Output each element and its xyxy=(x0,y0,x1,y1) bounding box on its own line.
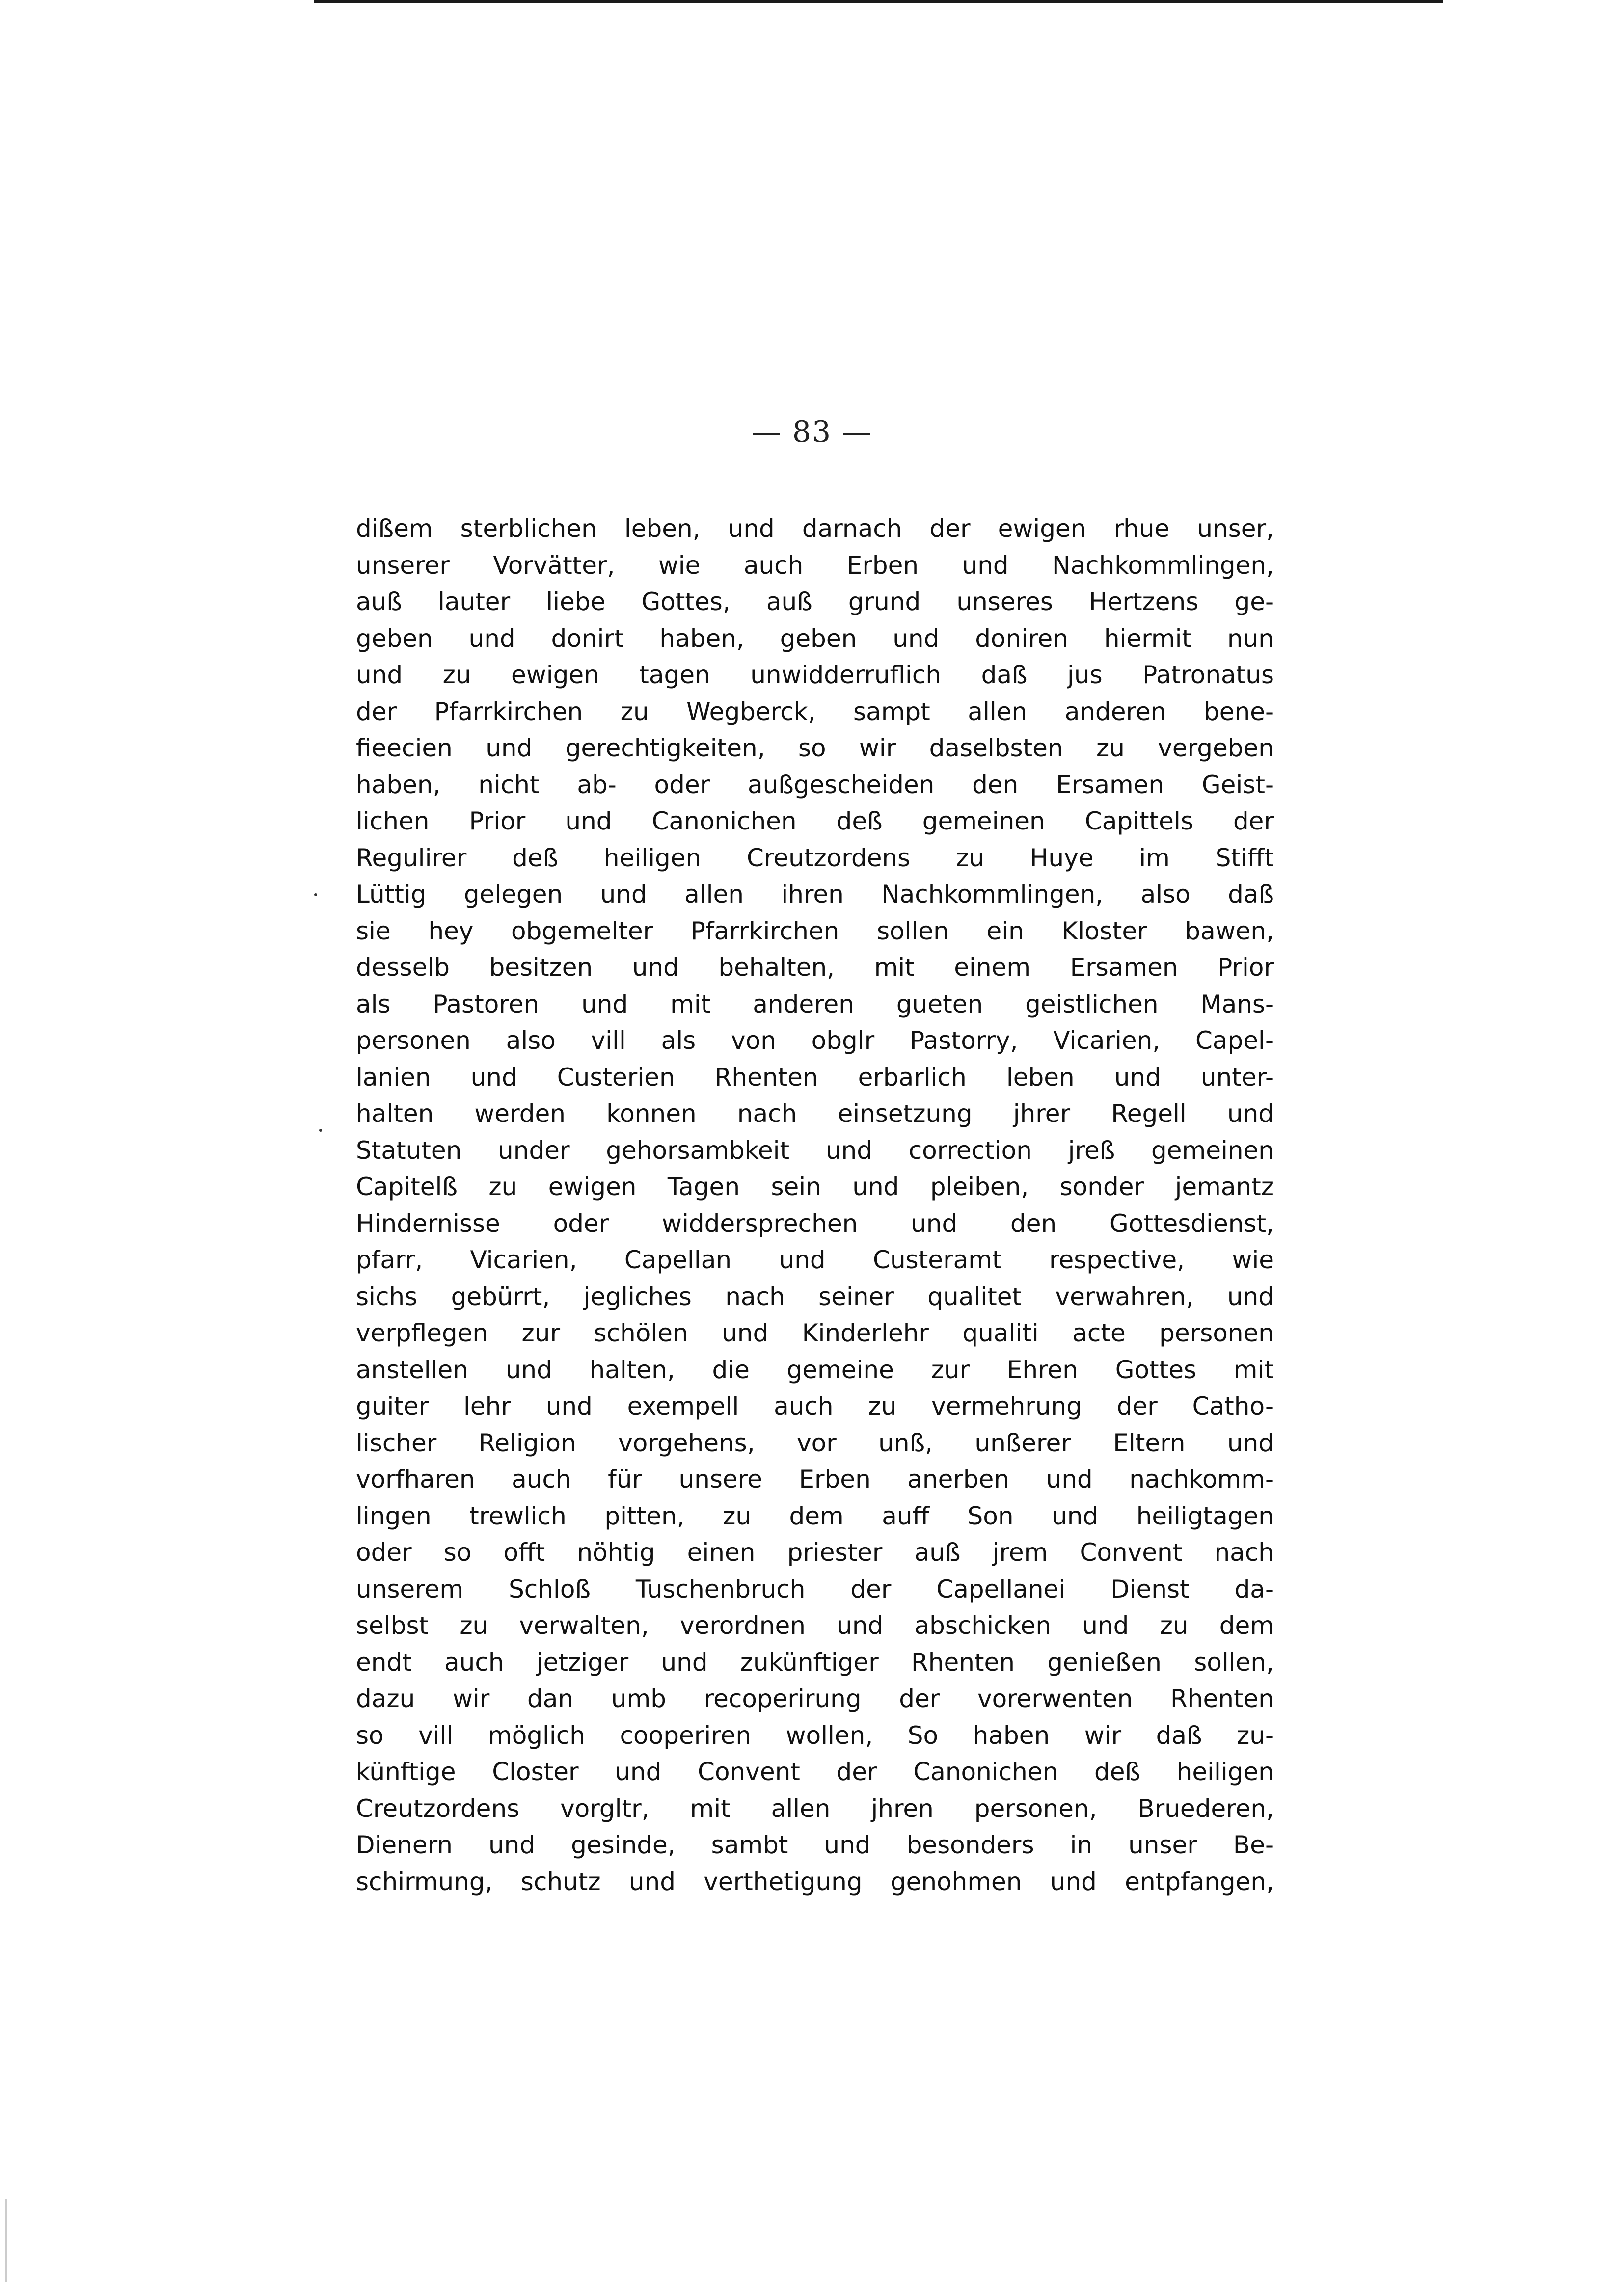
text-line: sichs gebürrt, jegliches nach seiner qualitet verwahren, und xyxy=(356,1282,1274,1311)
text-line: Lüttig gelegen und allen ihren Nachkommlingen, also daß xyxy=(356,880,1274,908)
text-line: vorfharen auch für unsere Erben anerben und nachkomm- xyxy=(356,1465,1274,1494)
text-line: fieecien und gerechtigkeiten, so wir daselbsten zu vergeben xyxy=(356,734,1274,762)
text-line: so vill möglich cooperiren wollen, So haben wir daß zu- xyxy=(356,1721,1274,1750)
text-line: lischer Religion vorgehens, vor unß, unßerer Eltern und xyxy=(356,1428,1274,1457)
text-line: dißem sterblichen leben, und darnach der ewigen rhue unser, xyxy=(356,514,1274,543)
top-rule xyxy=(314,0,1443,3)
text-line: künftige Closter und Convent der Canonichen deß heiligen xyxy=(356,1758,1274,1786)
text-line: unserer Vorvätter, wie auch Erben und Nachkommlingen, xyxy=(356,551,1274,580)
text-line: lichen Prior und Canonichen deß gemeinen Capittels der xyxy=(356,807,1274,835)
text-line: personen also vill als von obglr Pastorry, Vicarien, Capel- xyxy=(356,1026,1274,1055)
text-line: halten werden konnen nach einsetzung jhrer Regell und xyxy=(356,1099,1274,1128)
text-line: der Pfarrkirchen zu Wegberck, sampt allen anderen bene- xyxy=(356,697,1274,726)
text-line: Capitelß zu ewigen Tagen sein und pleiben, sonder jemantz xyxy=(356,1173,1274,1201)
text-line: Dienern und gesinde, sambt und besonders in unser Be- xyxy=(356,1831,1274,1859)
text-line: desselb besitzen und behalten, mit einem Ersamen Prior xyxy=(356,953,1274,982)
text-line: Statuten under gehorsambkeit und correction jreß gemeinen xyxy=(356,1136,1274,1165)
text-line: selbst zu verwalten, verordnen und abschicken und zu dem xyxy=(356,1611,1274,1640)
text-line: anstellen und halten, die gemeine zur Ehren Gottes mit xyxy=(356,1355,1274,1384)
scan-margin-noise xyxy=(5,2199,7,2282)
text-line: geben und donirt haben, geben und doniren hiermit nun xyxy=(356,624,1274,653)
text-line: guiter lehr und exempell auch zu vermehrung der Catho- xyxy=(356,1392,1274,1420)
text-line: als Pastoren und mit anderen gueten geistlichen Mans- xyxy=(356,989,1274,1018)
text-line: schirmung, schutz und verthetigung genohmen und entpfangen, xyxy=(356,1867,1274,1896)
page-number: — 83 — xyxy=(751,415,873,449)
text-line: dazu wir dan umb recoperirung der vorerwenten Rhenten xyxy=(356,1684,1274,1713)
text-line: endt auch jetziger und zukünftiger Rhenten genießen sollen, xyxy=(356,1648,1274,1677)
text-line: Hindernisse oder widdersprechen und den Gottesdienst, xyxy=(356,1209,1274,1238)
body-text xyxy=(356,510,1274,1900)
text-line: Regulirer deß heiligen Creutzordens zu Huye im Stifft xyxy=(356,843,1274,872)
text-line: verpflegen zur schölen und Kinderlehr qualiti acte personen xyxy=(356,1319,1274,1347)
text-line: haben, nicht ab- oder außgescheiden den Ersamen Geist- xyxy=(356,770,1274,799)
text-line: sie hey obgemelter Pfarrkirchen sollen ein Kloster bawen, xyxy=(356,916,1274,945)
text-line: lanien und Custerien Rhenten erbarlich leben und unter- xyxy=(356,1063,1274,1092)
stray-ink-mark xyxy=(314,893,317,896)
text-line: unserem Schloß Tuschenbruch der Capellanei Dienst da- xyxy=(356,1575,1274,1603)
text-line: oder so offt nöhtig einen priester auß jrem Convent nach xyxy=(356,1538,1274,1567)
text-line: pfarr, Vicarien, Capellan und Custeramt respective, wie xyxy=(356,1246,1274,1274)
text-line: Creutzordens vorgltr, mit allen jhren personen, Bruederen, xyxy=(356,1794,1274,1823)
text-line: auß lauter liebe Gottes, auß grund unseres Hertzens ge- xyxy=(356,587,1274,616)
text-line: und zu ewigen tagen unwidderruflich daß jus Patronatus xyxy=(356,661,1274,689)
text-line: lingen trewlich pitten, zu dem auff Son und heiligtagen xyxy=(356,1501,1274,1530)
stray-ink-mark xyxy=(319,1129,322,1132)
